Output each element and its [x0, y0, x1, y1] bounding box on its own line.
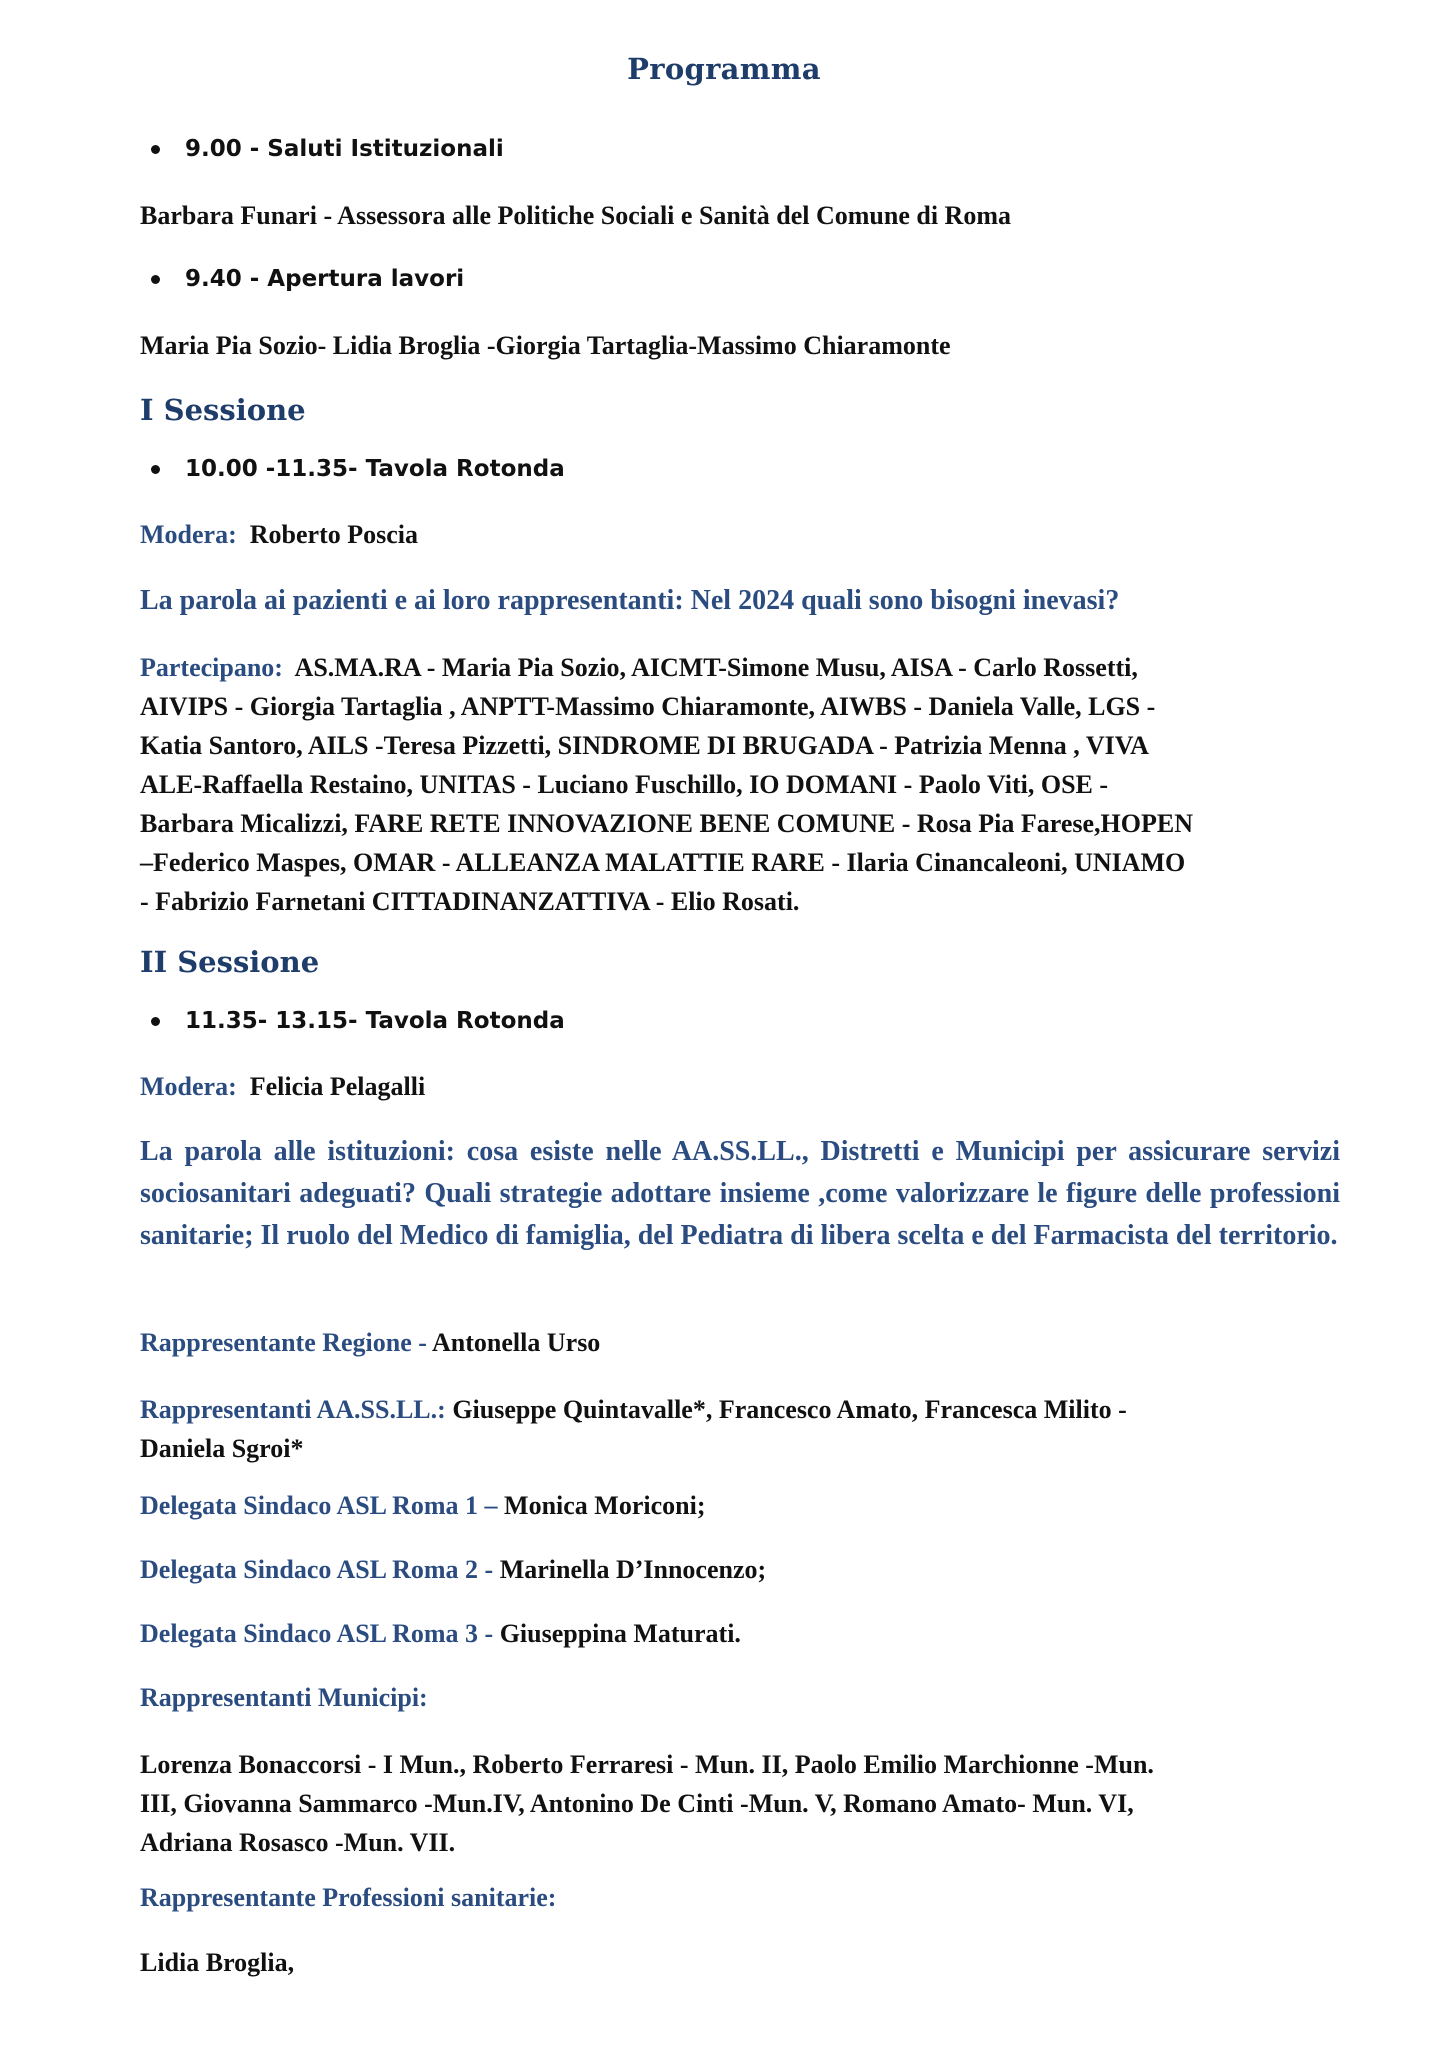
- moderator-label: Modera:: [140, 520, 237, 549]
- schedule-item-apertura: [185, 266, 464, 292]
- municipi-line: Adriana Rosasco -Mun. VII.: [140, 1828, 456, 1857]
- regione-label: Rappresentante Regione -: [140, 1328, 427, 1357]
- participants-line: ALE-Raffaella Restaino, UNITAS - Luciano Fuschillo, IO DOMANI - Paolo Viti, OSE -: [140, 770, 1109, 799]
- page-title: Programma: [627, 52, 821, 86]
- bullet-icon: [151, 275, 160, 284]
- session-heading: I Sessione: [140, 393, 306, 427]
- asl-line: Daniela Sgroi*: [140, 1434, 304, 1463]
- delegate-line: [140, 1491, 1340, 1521]
- schedule-time: 9.00 - Saluti Istituzionali: [185, 136, 504, 162]
- moderator-name: Roberto Poscia: [249, 520, 418, 549]
- schedule-item-saluti: [185, 136, 504, 162]
- professioni-label: Rappresentante Professioni sanitarie:: [140, 1883, 557, 1912]
- schedule-time: 9.40 - Apertura lavori: [185, 266, 465, 292]
- speaker-line: Maria Pia Sozio- Lidia Broglia -Giorgia Tartaglia-Massimo Chiaramonte: [140, 331, 951, 360]
- schedule-time: 10.00 -11.35- Tavola Rotonda: [185, 456, 565, 482]
- bullet-icon: [151, 465, 160, 474]
- delegate-line: [140, 1619, 1340, 1649]
- delegate-name: Giuseppina Maturati.: [499, 1619, 741, 1648]
- delegate-line: [140, 1555, 1340, 1585]
- municipi-line: III, Giovanna Sammarco -Mun.IV, Antonino De Cinti -Mun. V, Romano Amato- Mun. VI,: [140, 1789, 1134, 1818]
- participants-line: Partecipano: AS.MA.RA - Maria Pia Sozio, AICMT-Simone Musu, AISA - Carlo Rossetti,: [140, 653, 1138, 682]
- participants-line: Katia Santoro, AILS -Teresa Pizzetti, SINDROME DI BRUGADA - Patrizia Menna , VIVA: [140, 731, 1149, 760]
- bullet-icon: [151, 145, 160, 154]
- professioni-name: Lidia Broglia,: [140, 1948, 295, 1977]
- schedule-time: 11.35- 13.15- Tavola Rotonda: [185, 1008, 565, 1034]
- session-heading: II Sessione: [140, 945, 320, 979]
- session-question: La parola alle istituzioni: cosa esiste nelle AA.SS.LL., Distretti e Municipi per assicurare servizi sociosanitari adeguati? Quali strategie adottare insieme ,come valorizzare le figure delle professioni sanitarie; Il ruolo del Medico di famiglia, del Pediatra di libera scelta e del Farmacista del territorio.: [140, 1136, 1340, 1251]
- moderator-name: Felicia Pelagalli: [249, 1072, 426, 1101]
- participants-label: Partecipano:: [140, 653, 283, 682]
- schedule-item-session2: [185, 1008, 565, 1034]
- moderator-line: [140, 1072, 1340, 1102]
- delegate-name: Monica Moriconi;: [504, 1491, 706, 1520]
- moderator-label: Modera:: [140, 1072, 237, 1101]
- bullet-icon: [151, 1017, 160, 1026]
- participants-line: AIVIPS - Giorgia Tartaglia , ANPTT-Massimo Chiaramonte, AIWBS - Daniela Valle, LGS -: [140, 692, 1156, 721]
- municipi-block: [140, 1745, 1340, 1862]
- participants-line: –Federico Maspes, OMAR - ALLEANZA MALATTIE RARE - Ilaria Cinancaleoni, UNIAMO: [140, 848, 1186, 877]
- schedule-item-session1: [185, 456, 565, 482]
- delegate-label: Delegata Sindaco ASL Roma 2 -: [140, 1555, 494, 1584]
- asl-block: [140, 1390, 1340, 1468]
- moderator-line: [140, 520, 1340, 550]
- participants-line: Barbara Micalizzi, FARE RETE INNOVAZIONE BENE COMUNE - Rosa Pia Farese,HOPEN: [140, 809, 1193, 838]
- asl-label: Rappresentanti AA.SS.LL.:: [140, 1395, 446, 1424]
- delegate-name: Marinella D’Innocenzo;: [499, 1555, 767, 1584]
- municipi-label: Rappresentanti Municipi:: [140, 1683, 428, 1712]
- regione-name: Antonella Urso: [432, 1328, 601, 1357]
- regione-line: [140, 1328, 1340, 1358]
- delegate-label: Delegata Sindaco ASL Roma 1 –: [140, 1491, 498, 1520]
- speaker-line: Barbara Funari - Assessora alle Politiche Sociali e Sanità del Comune di Roma: [140, 201, 1011, 230]
- municipi-line: Lorenza Bonaccorsi - I Mun., Roberto Ferraresi - Mun. II, Paolo Emilio Marchionne -Mun.: [140, 1750, 1154, 1779]
- session-question: La parola ai pazienti e ai loro rappresentanti: Nel 2024 quali sono bisogni inevasi?: [140, 585, 1120, 616]
- delegate-label: Delegata Sindaco ASL Roma 3 -: [140, 1619, 494, 1648]
- participants-line: - Fabrizio Farnetani CITTADINANZATTIVA - Elio Rosati.: [140, 887, 800, 916]
- asl-line: Rappresentanti AA.SS.LL.: Giuseppe Quintavalle*, Francesco Amato, Francesca Milito -: [140, 1395, 1127, 1424]
- participants-block: [140, 648, 1340, 921]
